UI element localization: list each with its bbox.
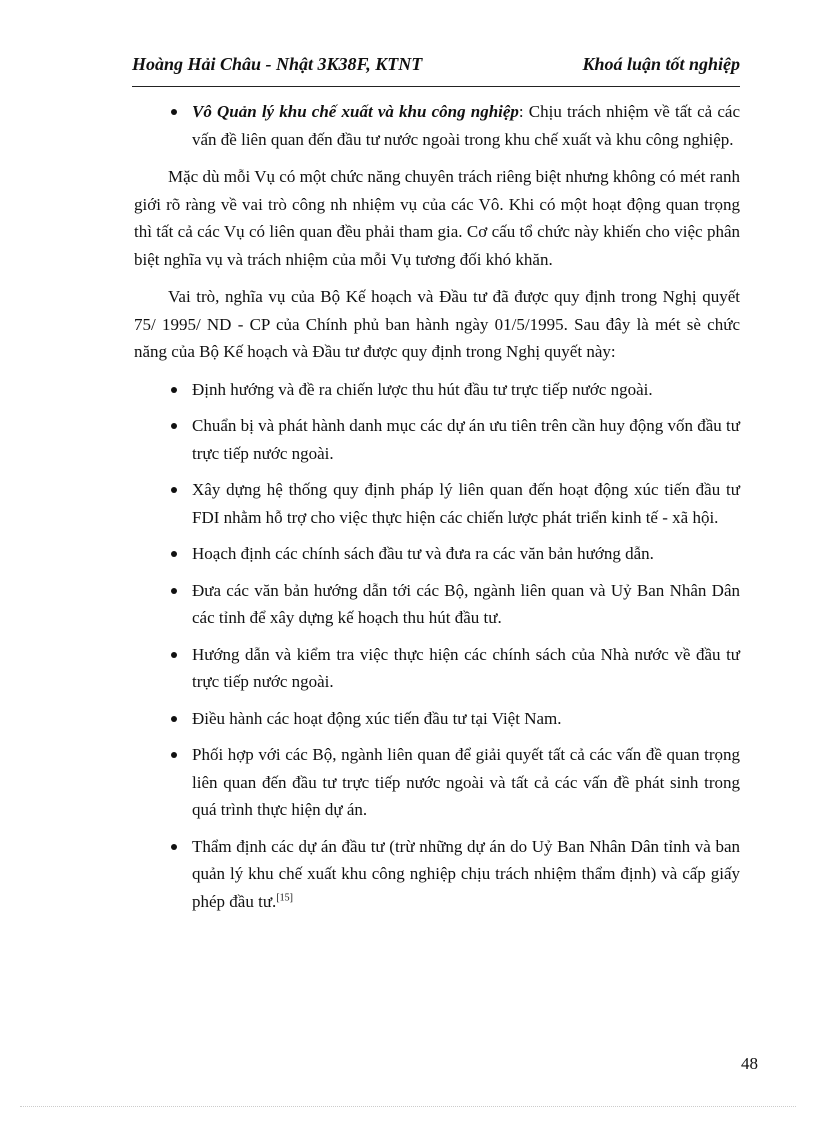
top-bullet-list <box>134 98 740 153</box>
list-item <box>134 705 740 733</box>
list-item <box>134 641 740 696</box>
paragraph: Mặc dù mỗi Vụ có một chức năng chuyên trách riêng biệt nhưng không có mét ranh giới rõ ràng về vai trò công nh nhiệm vụ của các Vô. Khi có một hoạt động quan trọng thì tất cả các Vụ có liên quan đều phải tham gia. Cơ cấu tổ chức này khiến cho việc phân biệt nghĩa vụ và trách nhiệm của mỗi Vụ tương đối khó khăn. <box>134 167 740 269</box>
bullet-icon <box>171 487 177 493</box>
bullet-icon <box>171 716 177 722</box>
page-header <box>132 50 740 87</box>
list-item-text: Hướng dẫn và kiểm tra việc thực hiện các chính sách của Nhà nước về đầu tư trực tiếp nước ngoài. <box>192 644 740 691</box>
list-item-text: Hoạch định các chính sách đầu tư và đưa ra các văn bản hướng dẫn. <box>192 544 654 563</box>
function-list <box>134 376 740 916</box>
list-item-text: Điều hành các hoạt động xúc tiến đầu tư tại Việt Nam. <box>192 708 562 728</box>
paragraph: Vai trò, nghĩa vụ của Bộ Kế hoạch và Đầu tư đã được quy định trong Nghị quyết 75/ 1995/ ND - CP của Chính phủ ban hành ngày 01/5/1995. Sau đây là mét sè chức năng của Bộ Kế hoạch và Đầu tư được quy định trong Nghị quyết này: <box>134 287 740 361</box>
bullet-icon <box>171 588 177 594</box>
bullet-icon <box>171 551 177 557</box>
list-item-text: Chuẩn bị và phát hành danh mục các dự án ưu tiên trên cần huy động vốn đầu tư trực tiếp nước ngoài. <box>192 416 740 463</box>
bullet-icon <box>171 387 177 393</box>
list-item <box>134 577 740 632</box>
bullet-icon <box>171 652 177 658</box>
bullet-icon <box>171 844 177 850</box>
citation-reference: [15] <box>276 891 293 903</box>
header-doc-title: Khoá luận tốt nghiệp <box>582 54 740 74</box>
bullet-icon <box>171 752 177 758</box>
list-item <box>134 412 740 467</box>
header-author: Hoàng Hải Châu - Nhật 3K38F, KTNT <box>132 54 423 74</box>
list-item-text: Đưa các văn bản hướng dẫn tới các Bộ, ngành liên quan và Uỷ Ban Nhân Dân các tỉnh để xây dựng kế hoạch thu hút đầu tư. <box>192 580 740 627</box>
list-item-text: Phối hợp với các Bộ, ngành liên quan để giải quyết tất cả các vấn đề quan trọng liên quan đến đầu tư trực tiếp nước ngoài và tất cả các vấn đề phát sinh trong quá trình thực hiện dự án. <box>192 745 740 819</box>
list-item-text: Định hướng và đề ra chiến lược thu hút đầu tư trực tiếp nước ngoài. <box>192 379 653 399</box>
list-item-text: Xây dựng hệ thống quy định pháp lý liên quan đến hoạt động xúc tiến đầu tư FDI nhằm hỗ trợ cho việc thực hiện các chiến lược phát triển kinh tế - xã hội. <box>192 480 740 527</box>
list-item <box>134 98 740 153</box>
list-item <box>134 741 740 824</box>
list-item <box>134 376 740 404</box>
page-number: 48 <box>741 1054 758 1073</box>
list-item-text: Thẩm định các dự án đầu tư (trừ những dự án do Uỷ Ban Nhân Dân tỉnh và ban quản lý khu chế xuất khu công nghiệp chịu trách nhiệm thẩm định) và cấp giấy phép đầu tư. <box>192 836 740 911</box>
bullet-term: Vô Quản lý khu chế xuất và khu công nghiệp <box>192 102 519 121</box>
list-item <box>134 833 740 916</box>
list-item <box>134 540 740 568</box>
bullet-icon <box>171 423 177 429</box>
bullet-text: : Chịu trách nhiệm về tất cả các vấn đề liên quan đến đầu tư nước ngoài trong khu chế xuất và khu công nghiệp. <box>192 102 740 149</box>
document-body <box>134 98 740 925</box>
list-item <box>134 476 740 531</box>
bullet-icon <box>171 109 177 115</box>
page-bottom-divider <box>20 1106 796 1107</box>
